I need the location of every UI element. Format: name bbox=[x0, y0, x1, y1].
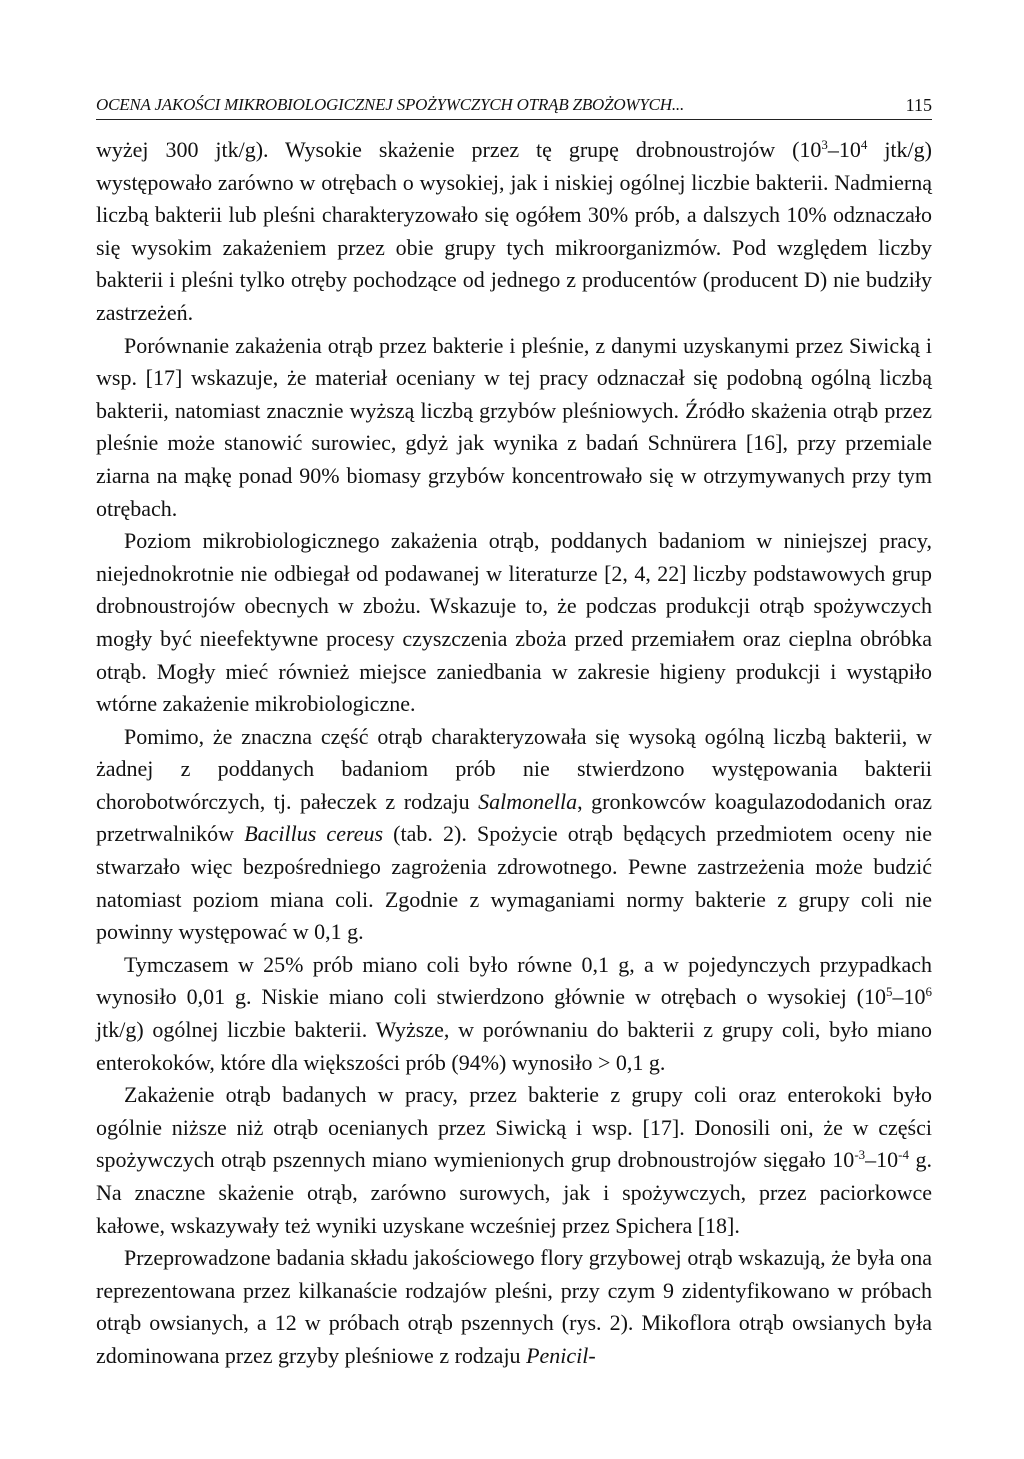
paragraph-7: Przeprowadzone badania składu jakościowego flory grzybowej otrąb wskazują, że była ona reprezentowana przez kilkanaście rodzajów pleśni, przy czym 9 zidentyfikowano w próbach otrąb owsianych, a 12 w próbach otrąb pszennych (rys. 2). Mikoflora otrąb owsianych była zdominowana przez grzyby pleśniowe z rodzaju Penicil- bbox=[96, 1245, 932, 1368]
page-number: 115 bbox=[905, 95, 932, 115]
paragraph-6: Zakażenie otrąb badanych w pracy, przez bakterie z grupy coli oraz enterokoki było ogólnie niższe niż otrąb ocenianych przez Siwicką i wsp. [17]. Donosili oni, że w części spożywczych otrąb pszennych miano wymienionych grup drobnoustrojów sięgało $10^{-3}-10^{-4}$ g. Na znaczne skażenie otrąb, zarówno surowych, jak i spożywczych, przez paciorkowce kałowe, wskazywały też wyniki uzyskane wcześniej przez Spichera [18]. bbox=[96, 1082, 933, 1238]
taxon-bacillus-cereus: Bacillus cereus bbox=[244, 821, 384, 847]
running-title: OCENA JAKOŚCI MIKROBIOLOGICZNEJ SPOŻYWCZYCH OTRĄB ZBOŻOWYCH... bbox=[96, 95, 684, 114]
body-text bbox=[96, 134, 932, 1373]
paragraph-1: wyżej 300 jtk/g). Wysokie skażenie przez tę grupę drobnoustrojów ($10^3-10^4$ jtk/g) występowało zarówno w otrębach o wysokiej, jak i niskiej ogólnej liczbie bakterii. Nadmierną liczbą bakterii lub pleśni charakteryzowało się ogółem 30% prób, a dalszych 10% odznaczało się wysokim zakażeniem przez obie grupy tych mikroorganizmów. Pod względem liczby bakterii i pleśni tylko otręby pochodzące od jednego z producentów (producent D) nie budziły zastrzeżeń. bbox=[96, 137, 932, 325]
paragraph-3: Poziom mikrobiologicznego zakażenia otrąb, poddanych badaniom w niniejszej pracy, niejednokrotnie nie odbiegał od podawanej w literaturze [2, 4, 22] liczby podstawowych grup drobnoustrojów obecnych w zbożu. Wskazuje to, że podczas produkcji otrąb spożywczych mogły być nieefektywne procesy czyszczenia zboża przed przemiałem oraz cieplna obróbka otrąb. Mogły mieć również miejsce zaniedbania w zakresie higieny produkcji i wystąpiło wtórne zakażenie mikrobiologiczne. bbox=[96, 528, 932, 717]
taxon-penicillium: Penicil- bbox=[526, 1342, 596, 1368]
paragraph-5: Tymczasem w 25% prób miano coli było równe 0,1 g, a w pojedynczych przypadkach wynosiło 0,01 g. Niskie miano coli stwierdzono głównie w otrębach o wysokiej ($10^5-10^6$ jtk/g) ogólnej liczbie bakterii. Wyższe, w porównaniu do bakterii z grupy coli, było miano enterokoków, które dla większości prób (94%) wynosiło > 0,1 g. bbox=[96, 951, 932, 1075]
running-header bbox=[96, 94, 932, 120]
paragraph-4: Pomimo, że znaczna część otrąb charakteryzowała się wysoką ogólną liczbą bakterii, w żadnej z poddanych badaniom prób nie stwierdzono występowania bakterii chorobotwórczych, tj. pałeczek z rodzaju Salmonella, gronkowców koagulazododanich oraz przetrwalników Bacillus cereus (tab. 2). Spożycie otrąb będących przedmiotem oceny nie stwarzało więc bezpośredniego zagrożenia zdrowotnego. Pewne zastrzeżenia może budzić natomiast poziom miana coli. Zgodnie z wymaganiami normy bakterie z grupy coli nie powinny występować w 0,1 g. bbox=[96, 723, 933, 945]
page bbox=[96, 94, 932, 1373]
taxon-salmonella: Salmonella bbox=[478, 788, 578, 814]
paragraph-2: Porównanie zakażenia otrąb przez bakterie i pleśnie, z danymi uzyskanymi przez Siwicką i wsp. [17] wskazuje, że materiał oceniany w tej pracy odznaczał się podobną ogólną liczbą bakterii, natomiast znacznie wyższą liczbą grzybów pleśniowych. Źródło skażenia otrąb przez pleśnie może stanowić surowiec, gdyż jak wynika z badań Schnürera [16], przy przemiale ziarna na mąkę ponad 90% biomasy grzybów koncentrowało się w otrzymywanych przy tym otrębach. bbox=[96, 332, 932, 521]
